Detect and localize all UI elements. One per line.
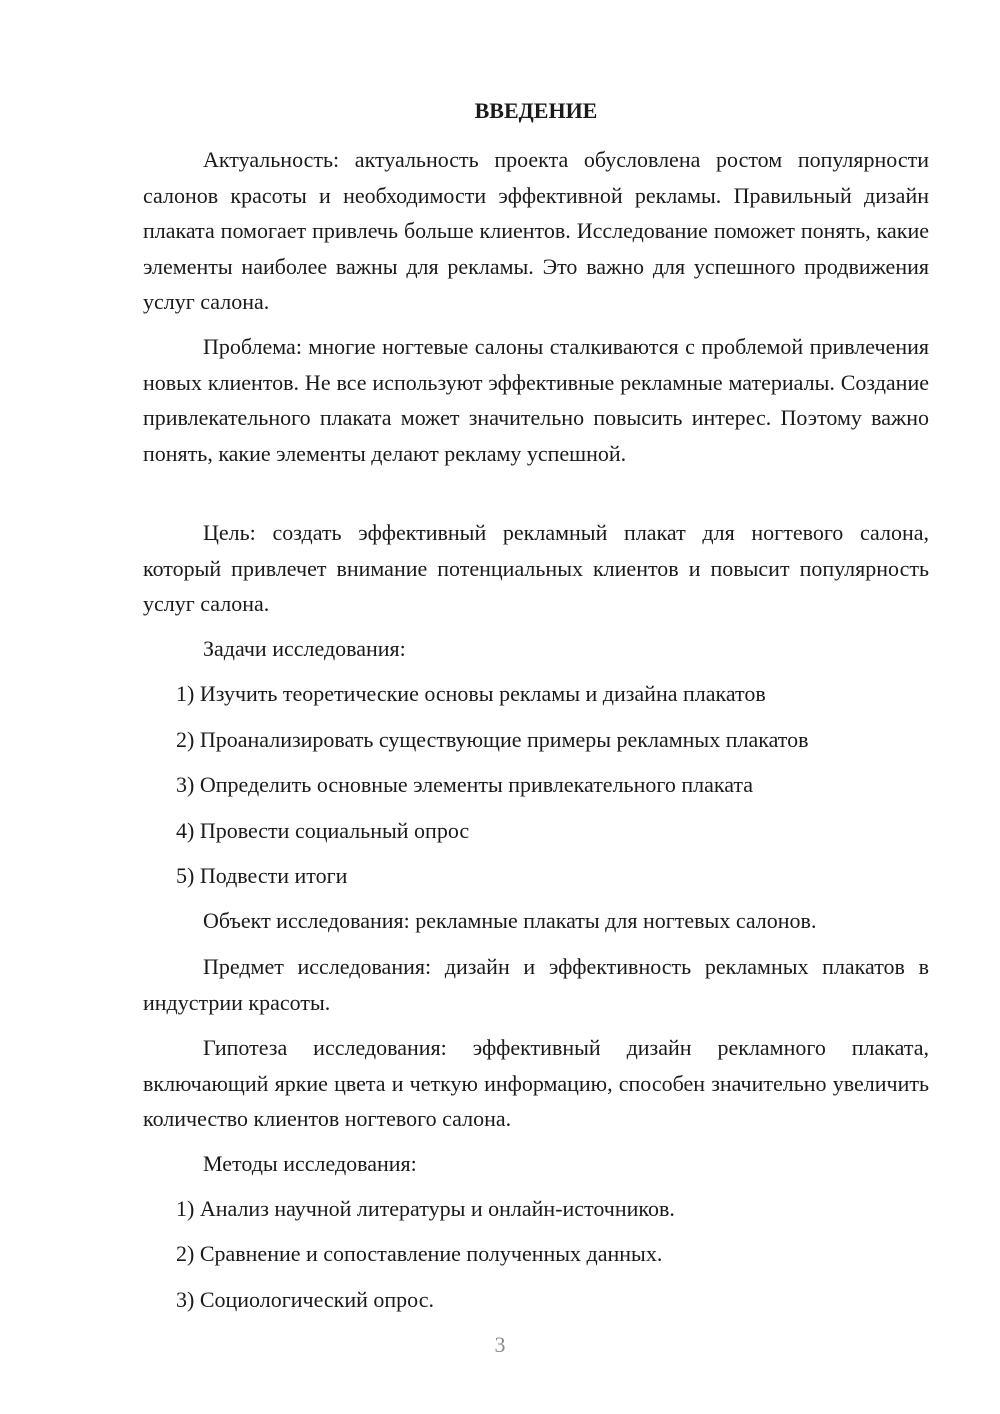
list-item-method: 1) Анализ научной литературы и онлайн-источников. [176, 1196, 675, 1221]
paragraph-goal: Цель: создать эффективный рекламный плакат для ногтевого салона, который привлечет внимание потенциальных клиентов и повысит популярность услуг салона. [143, 520, 929, 616]
page-title: ВВЕДЕНИЕ [474, 98, 598, 123]
list-item-task: 3) Определить основные элементы привлекательного плаката [176, 772, 754, 797]
tasks-title: Задачи исследования: [203, 636, 406, 661]
paragraph-problem: Проблема: многие ногтевые салоны сталкиваются с проблемой привлечения новых клиентов. Не все используют эффективные рекламные материалы. Создание привлекательного плаката может значительно повысить интерес. Поэтому важно понять, какие элементы делают рекламу успешной. [143, 334, 929, 466]
list-item-method: 3) Социологический опрос. [176, 1287, 434, 1312]
list-item-task: 4) Провести социальный опрос [176, 818, 470, 843]
paragraph-subject: Предмет исследования: дизайн и эффективность рекламных плакатов в индустрии красоты. [143, 954, 929, 1015]
paragraph-relevance: Актуальность: актуальность проекта обусловлена ростом популярности салонов красоты и необходимости эффективной рекламы. Правильный дизайн плаката помогает привлечь больше клиентов. Исследование поможет понять, какие элементы наиболее важны для рекламы. Это важно для успешного продвижения услуг салона. [143, 147, 929, 314]
methods-title: Методы исследования: [203, 1151, 417, 1176]
list-item-task: 2) Проанализировать существующие примеры рекламных плакатов [176, 727, 809, 752]
list-item-task: 1) Изучить теоретические основы рекламы и дизайна плакатов [176, 681, 766, 706]
list-item-method: 2) Сравнение и сопоставление полученных данных. [176, 1241, 663, 1266]
paragraph-object: Объект исследования: рекламные плакаты для ногтевых салонов. [203, 908, 817, 933]
page-number: 3 [494, 1332, 506, 1357]
paragraph-hypothesis: Гипотеза исследования: эффективный дизайн рекламного плаката, включающий яркие цвета и четкую информацию, способен значительно увеличить количество клиентов ногтевого салона. [143, 1035, 929, 1131]
list-item-task: 5) Подвести итоги [176, 863, 348, 888]
